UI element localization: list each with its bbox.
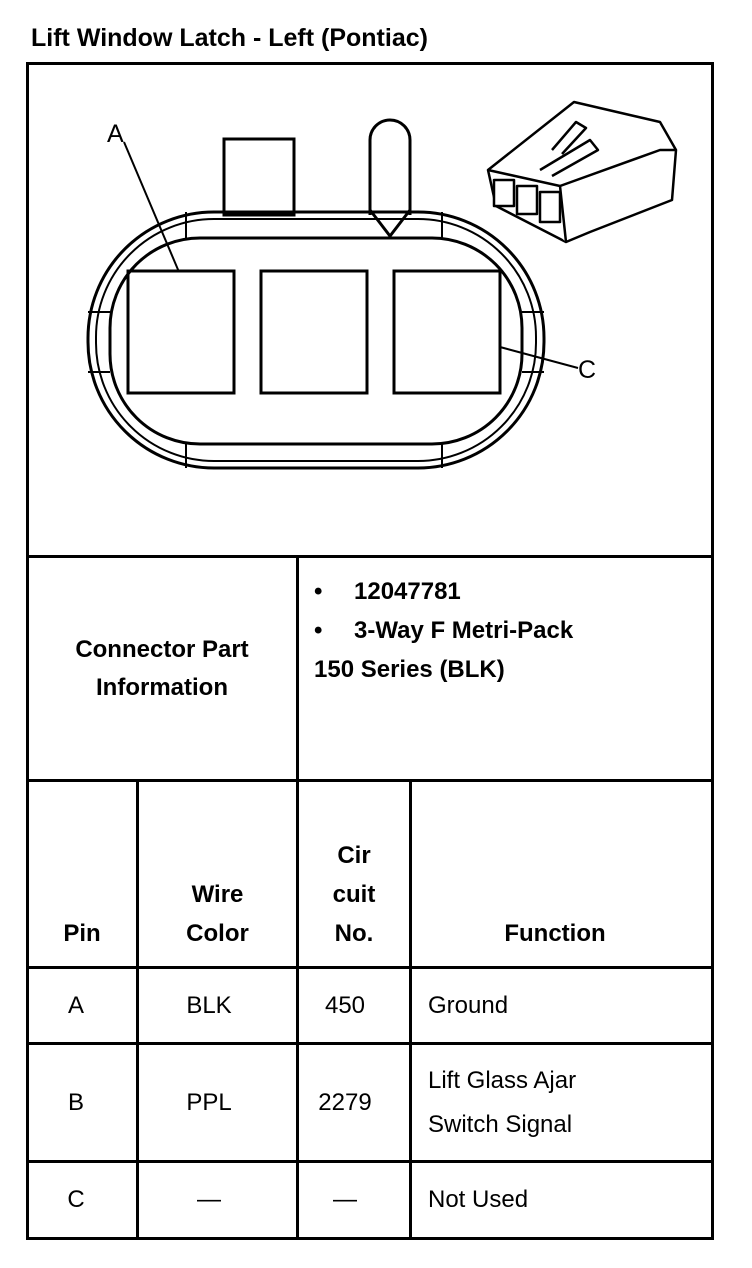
callout-c-leader — [500, 347, 578, 368]
latch-key-point — [370, 210, 410, 236]
page-title: Lift Window Latch - Left (Pontiac) — [31, 24, 428, 52]
header-wire-color-line1: Wire — [191, 881, 244, 908]
table-col-divider-3 — [409, 779, 412, 1240]
callout-a-label: A — [107, 120, 124, 148]
table-row-c-circuit: — — [333, 1186, 357, 1213]
connector-series: 150 Series (BLK) — [314, 656, 505, 683]
table-row-b-function — [428, 1045, 698, 1160]
header-circuit-no-line1: Cir — [337, 842, 371, 869]
connector-type-item — [314, 611, 704, 650]
cavity-a — [128, 271, 234, 393]
table-row-b-function-line2: Switch Signal — [428, 1110, 573, 1138]
latch-key — [370, 120, 410, 215]
cavity-c — [394, 271, 500, 393]
header-function — [412, 914, 698, 953]
header-pin-text: Pin — [63, 920, 101, 947]
table-row-b-pin: B — [67, 1088, 84, 1116]
table-row-c-function-text: Not Used — [428, 1186, 529, 1213]
part-number: 12047781 — [354, 578, 461, 605]
header-pin — [28, 914, 136, 953]
bullet-icon: • — [314, 578, 323, 605]
bullet-icon: • — [314, 617, 323, 644]
table-row-a-pin: A — [67, 991, 84, 1019]
connector-part-info-label-text: Connector Part Information — [75, 636, 249, 701]
connector-face-view — [88, 120, 544, 468]
header-wire-color — [139, 875, 296, 953]
table-bottom-border — [26, 1237, 714, 1240]
connector-outer-shell-inner-edge — [96, 219, 536, 461]
table-row-b-wire-color: PPL — [186, 1088, 232, 1116]
connector-inner-cavity — [110, 238, 522, 444]
table-row-c-wire-color: — — [197, 1186, 221, 1213]
connector-diagram — [28, 64, 712, 556]
cavity-b — [261, 271, 367, 393]
table-row-b-circuit: 2279 — [318, 1088, 372, 1116]
connector-3d-thumbnail — [488, 102, 676, 242]
connector-type: 3-Way F Metri-Pack — [354, 617, 574, 644]
table-row-a-function-text: Ground — [428, 991, 509, 1019]
table-row-c-function — [428, 1163, 698, 1237]
connector-part-info-details — [314, 572, 704, 689]
part-number-item — [314, 572, 704, 611]
table-row-b-function-line1: Lift Glass Ajar — [428, 1066, 577, 1094]
table-row-a-circuit: 450 — [324, 991, 366, 1019]
callout-c-label: C — [578, 356, 597, 384]
header-function-text: Function — [504, 920, 606, 947]
table-row-a-function — [428, 969, 698, 1042]
header-circuit-no-line3: No. — [334, 920, 374, 947]
header-wire-color-line2: Color — [186, 920, 249, 947]
table-row-c-pin: C — [67, 1186, 85, 1213]
top-tab — [224, 139, 294, 215]
header-circuit-no — [299, 836, 409, 953]
connector-part-info-label — [28, 558, 296, 780]
cpi-vertical-divider — [296, 555, 299, 782]
header-circuit-no-line2: cuit — [332, 881, 376, 908]
table-row-a-wire-color: BLK — [186, 991, 232, 1019]
